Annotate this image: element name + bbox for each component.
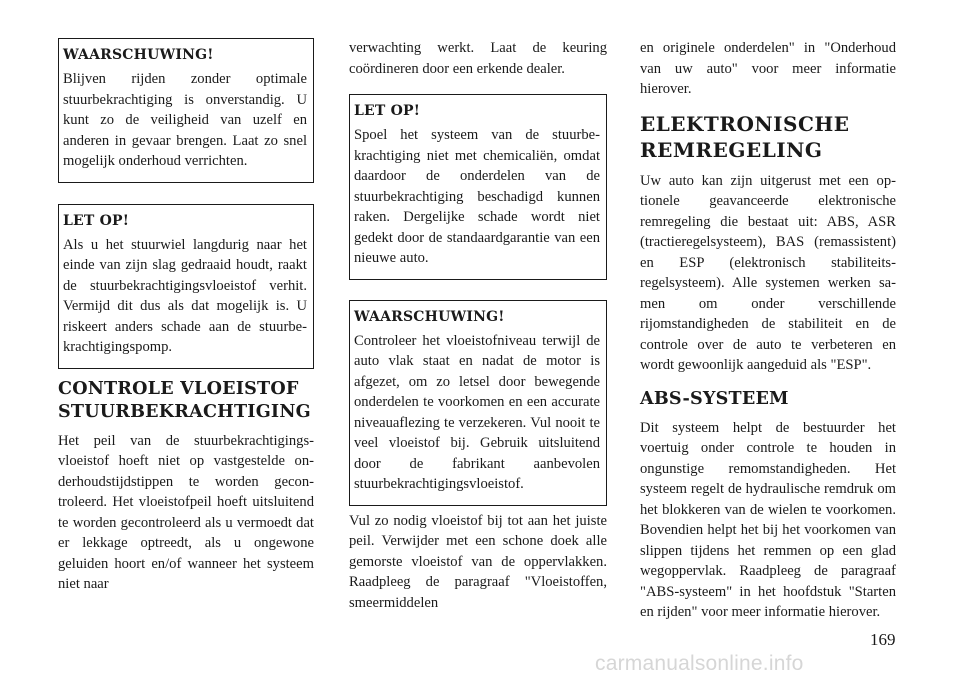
body-paragraph: Vul zo nodig vloeistof bij tot aan het juiste peil. Verwijder met een schone doek alle gemorste vloeistof van de oppervlakken. Raadpleeg de paragraaf "Vloeistoffen, smeermiddelen xyxy=(349,512,607,611)
caution-text: Spoel het systeem van de stuurbekrachtiging niet met chemicaliën, omdat daardoor de onderdelen van de stuurbekrachtiging beschadigd kunnen raken. Dergelijke schade wordt niet gedekt door de standaardgarantie van een nieuwe auto. xyxy=(354,127,600,266)
section-heading-power-steering: CONTROLE VLOEISTOF STUURBEKRACHTIGING xyxy=(58,377,311,422)
warning-box xyxy=(58,38,314,183)
warning-box xyxy=(349,300,607,506)
section-heading-abs: ABS-SYSTEEM xyxy=(640,387,789,409)
column-left xyxy=(58,38,314,595)
warning-title: WAARSCHUWING! xyxy=(354,308,505,325)
section-heading-electronic-brake: ELEKTRONISCHE REMREGELING xyxy=(640,111,850,162)
body-paragraph: Dit systeem helpt de bestuurder het voertuig onder controle te houden in ongunstige remomstandigheden. Het systeem regelt de hydraulische remdruk om het blokkeren van de wielen te voorkomen. Bovendien helpt het bij het voorkomen van slippen tijdens het remmen op een glad wegoppervlak. Raadpleeg de paragraaf "ABS-systeem" in het hoofdstuk "Starten en rijden" voor meer informatie hierover. xyxy=(640,419,896,620)
caution-box xyxy=(349,94,607,280)
column-middle xyxy=(349,38,607,613)
caution-text: Als u het stuurwiel langdurig naar het einde van zijn slag gedraaid houdt, raakt de stuurbekrachtigingsvloeistof verhit. Vermijd dit dus als dat mogelijk is. U riskeert anders schade aan de stuurbekrachtigingspomp. xyxy=(63,236,307,355)
body-paragraph: verwachting werkt. Laat de keuring coördineren door een erkende dealer. xyxy=(349,40,607,77)
page-number: 169 xyxy=(870,630,896,649)
body-paragraph: Het peil van de stuurbekrachtigingsvloeistof hoeft niet op vastgestelde onderhoudstijdstippen te worden gecontroleerd. Het vloeistofpeil hoeft uitsluitend te worden gecontroleerd als u vermoedt dat er lekkage optreedt, als u ongewone geluiden hoort en/of wanneer het systeem niet naar xyxy=(58,432,314,592)
column-right xyxy=(640,38,896,623)
body-paragraph: Uw auto kan zijn uitgerust met een optionele geavanceerde elektronische remregeling die bestaat uit: ABS, ASR (tractieregelsysteem), BAS (remassistent) en ESP (elektronisch stabiliteitsregelsysteem). Alle systemen werken samen om onder verschillende rijomstandigheden de stabiliteit en de controle over de auto te verbeteren en wordt gewoonlijk aangeduid als "ESP". xyxy=(640,172,896,373)
body-paragraph: en originele onderdelen" in "Onderhoud van uw auto" voor meer informatie hierover. xyxy=(640,40,896,97)
caution-box xyxy=(58,204,314,369)
caution-title: LET OP! xyxy=(354,103,421,119)
warning-text: Blijven rijden zonder optimale stuurbekrachtiging is onverstandig. U kunt zo de veiligheid van uzelf en anderen in gevaar brengen. Laat zo snel mogelijk onderhoud verrichten. xyxy=(63,71,307,169)
warning-text: Controleer het vloeistofniveau terwijl de auto vlak staat en nadat de motor is afgezet, om zo letsel door bewegende onderdelen te voorkomen en een accurate niveauaflezing te verzekeren. Vul nooit te veel vloeistof bij. Gebruik uitsluitend door de fabrikant aanbevolen stuurbekrachtigingsvloeistof. xyxy=(354,332,600,492)
watermark: carmanualsonline.info xyxy=(595,652,804,675)
caution-title: LET OP! xyxy=(63,212,130,229)
warning-title: WAARSCHUWING! xyxy=(63,47,214,63)
